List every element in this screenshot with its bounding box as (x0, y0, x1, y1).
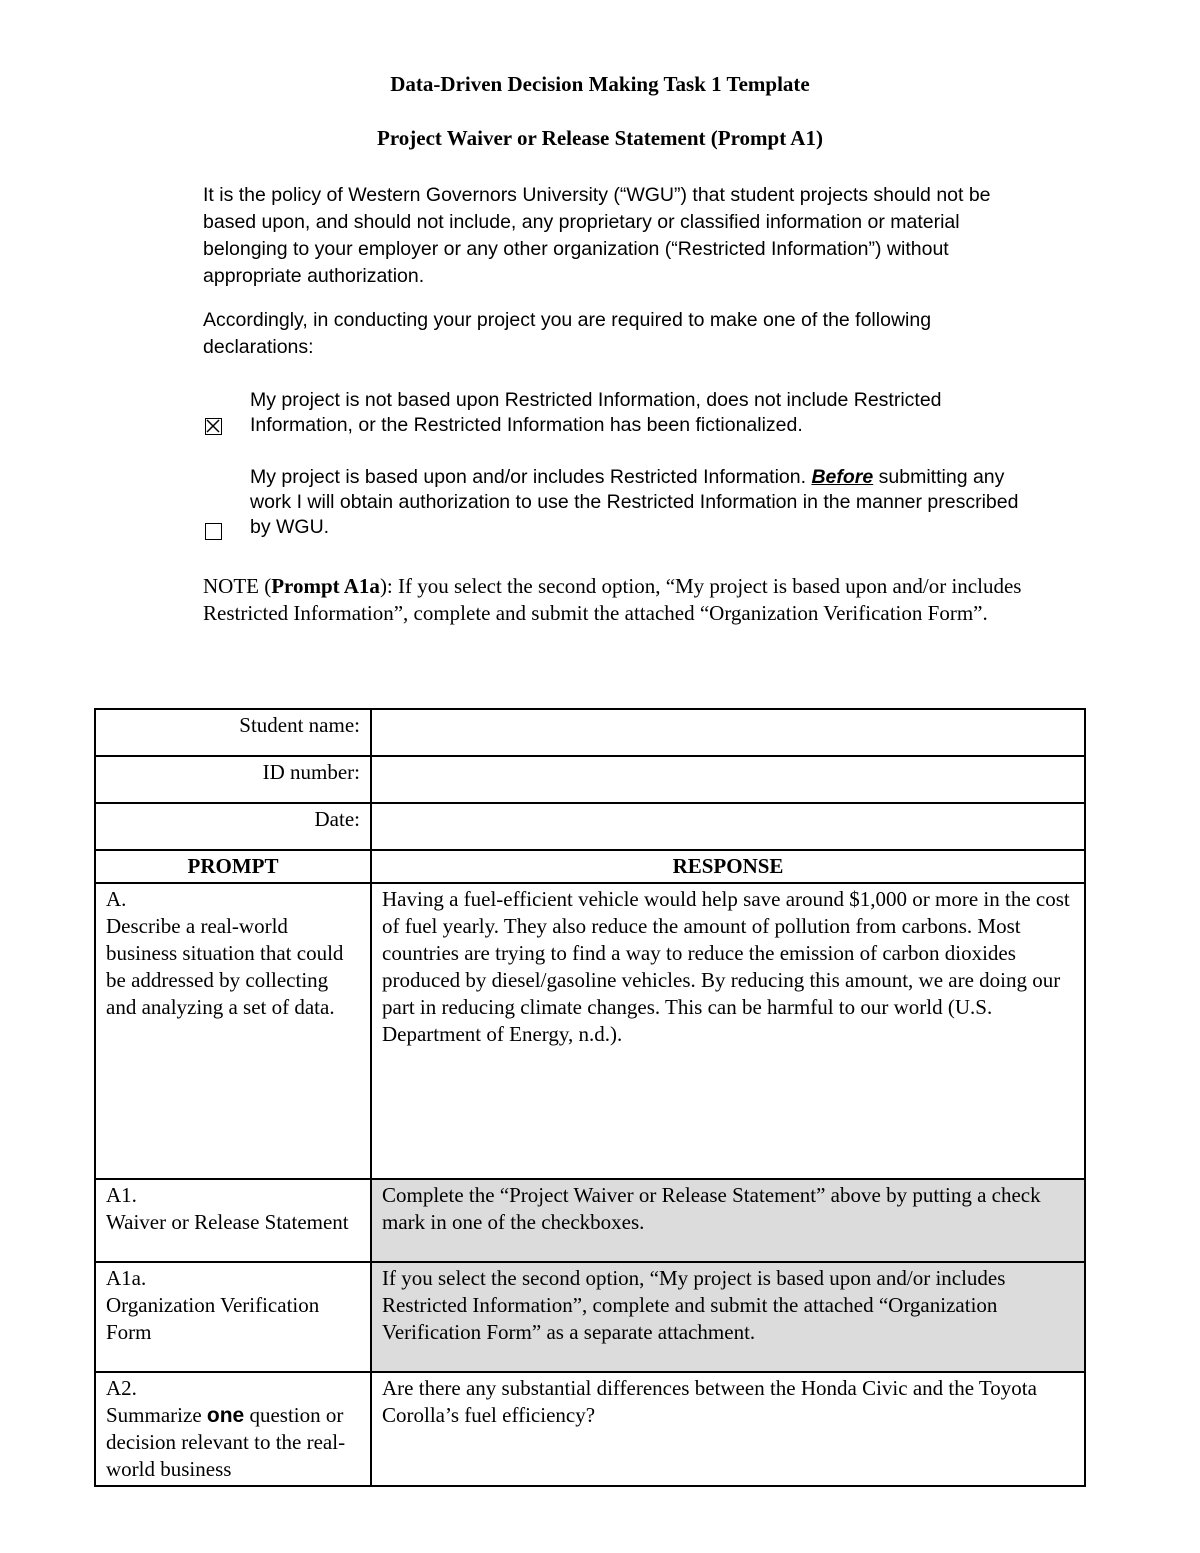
response-cell-a[interactable]: Having a fuel-efficient vehicle would help save around $1,000 or more in the cost of fuel yearly. They also reduce the amount of pollution from carbons. Most countries are trying to find a way to reduce the emission of carbon dioxides produced by diesel/gasoline vehicles. By reducing this amount, we are doing our part in reducing climate changes. This can be harmful to our world (U.S. Department of Energy, n.d.). (371, 883, 1085, 1179)
table-header-row (95, 850, 1085, 883)
option1-checkbox[interactable] (205, 418, 222, 435)
prompt-cell-a1 (95, 1179, 371, 1262)
note-prompt-ref: Prompt A1a (271, 574, 380, 598)
date-field[interactable] (371, 803, 1085, 850)
prompt-text-bold: one (206, 1404, 245, 1427)
id-number-label: ID number: (95, 756, 371, 803)
prompt-text: Describe a real-world business situation that could be addressed by collecting and analyzing a set of data. (106, 914, 344, 1019)
prompt-cell-a1a (95, 1262, 371, 1372)
document-title: Data-Driven Decision Making Task 1 Template (390, 72, 810, 96)
option2-text-before: My project is based upon and/or includes Restricted Information. (250, 466, 812, 488)
date-label: Date: (95, 803, 371, 850)
response-header: RESPONSE (371, 850, 1085, 883)
table-row (95, 1262, 1085, 1372)
prompt-text: Waiver or Release Statement (106, 1210, 349, 1234)
id-number-field[interactable] (371, 756, 1085, 803)
note-rest: ): If you select the second option, “My project is based upon and/or includes Restricted Information”, complete and submit the attached “Organization Verification Form”. (203, 574, 1022, 625)
response-cell-a1a: If you select the second option, “My project is based upon and/or includes Restricted Information”, complete and submit the attached “Organization Verification Form” as a separate attachment. (371, 1262, 1085, 1372)
option2-text (250, 465, 1040, 540)
student-name-field[interactable] (371, 709, 1085, 756)
note-paragraph (203, 573, 1103, 627)
prompt-text (106, 1402, 360, 1483)
table-row (95, 883, 1085, 1179)
prompt-text-after: question or decision relevant to the real-world business (106, 1403, 346, 1481)
prompt-code: A. (106, 887, 127, 911)
id-number-row (95, 756, 1085, 803)
prompt-text: Organization Verification Form (106, 1293, 320, 1344)
prompt-text-before: Summarize (106, 1403, 207, 1427)
note-lead: NOTE ( (203, 574, 272, 598)
prompt-code: A1. (106, 1183, 137, 1207)
student-name-row (95, 709, 1085, 756)
section-title: Project Waiver or Release Statement (Prompt A1) (377, 126, 823, 150)
prompt-cell-a (95, 883, 371, 1179)
prompt-cell-a2 (95, 1372, 371, 1486)
declaration-intro: Accordingly, in conducting your project you are required to make one of the following declarations: (203, 309, 932, 358)
prompt-code: A1a. (106, 1266, 147, 1290)
option2-checkbox[interactable] (205, 523, 222, 540)
option1-text: My project is not based upon Restricted Information, does not include Restricted Information, or the Restricted Information has been fictionalized. (250, 389, 942, 436)
table-row (95, 1372, 1085, 1486)
response-cell-a2[interactable]: Are there any substantial differences between the Honda Civic and the Toyota Corolla’s fuel efficiency? (371, 1372, 1085, 1486)
date-row (95, 803, 1085, 850)
response-cell-a1: Complete the “Project Waiver or Release Statement” above by putting a check mark in one of the checkboxes. (371, 1179, 1085, 1262)
policy-paragraph: It is the policy of Western Governors University (“WGU”) that student projects should not be based upon, and should not include, any proprietary or classified information or material belonging to your employer or any other organization (“Restricted Information”) without appropriate authorization. (203, 184, 991, 287)
table-row (95, 1179, 1085, 1262)
checked-x-icon (206, 419, 220, 433)
student-name-label: Student name: (95, 709, 371, 756)
option2-emphasis: Before (811, 466, 874, 488)
task-table (94, 708, 1086, 1487)
prompt-header: PROMPT (95, 850, 371, 883)
option2-text-after: submitting any work I will obtain authorization to use the Restricted Information in the manner prescribed by WGU. (250, 466, 1019, 538)
prompt-code: A2. (106, 1376, 137, 1400)
